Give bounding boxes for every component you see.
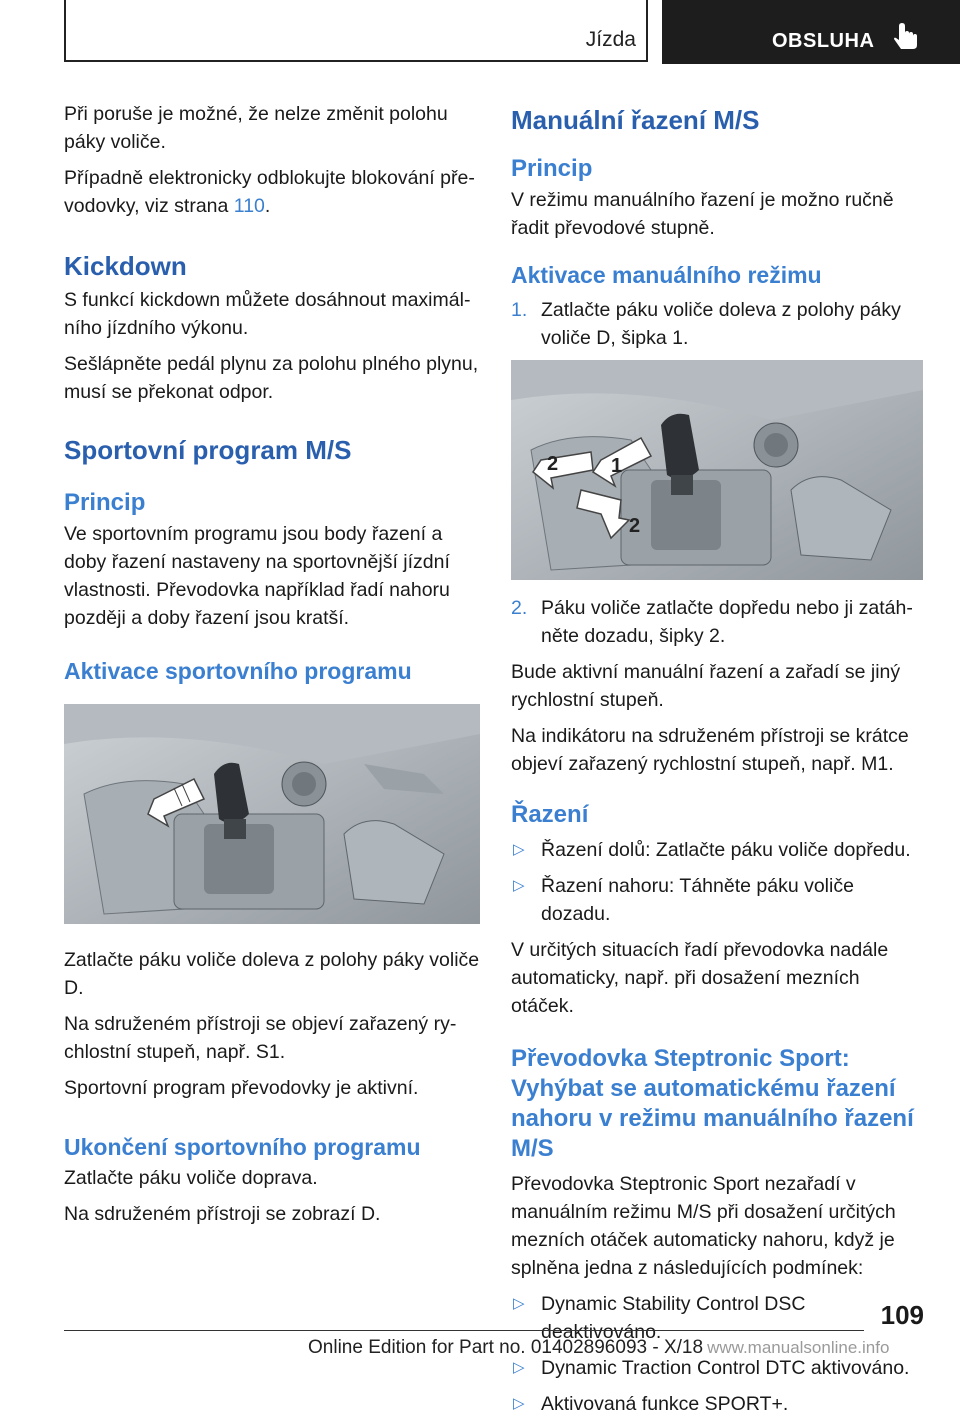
subheading-steptronic: Převodovka Steptronic Sport: Vyhýbat se automatickému řazení nahoru v režimu manuálního řazení M/S (511, 1045, 914, 1162)
subheading-end-sport: Ukončení sportovního programu (64, 1134, 421, 1160)
paragraph: Převodovka Steptronic Sport nezařadí v manuálním režimu M/S při dosažení určitých mezních otáček automaticky nahoru, když je splněna jedna z následujících podmínek: (511, 1173, 896, 1279)
paragraph: Sportovní program převodovky je aktivní. (64, 1077, 419, 1099)
heading-manual-shift: Manuální řazení M/S (511, 105, 760, 135)
heading-sport-program: Sportovní program M/S (64, 435, 352, 465)
gear-lever-arrows-illustration (511, 360, 923, 580)
paragraph-text: . (264, 195, 271, 217)
paragraph-with-link (64, 164, 480, 220)
edition-text: Online Edition for Part no. 01402896093 - X/18 (308, 1337, 704, 1358)
subheading-shift: Řazení (511, 801, 589, 828)
shift-list (511, 836, 927, 928)
figure-manual-shift-lever (511, 360, 927, 580)
paragraph: V režimu manuálního řazení je možno ručně řadit převodové stupně. (511, 189, 894, 239)
steps-list (511, 296, 927, 352)
footer-edition (308, 1337, 889, 1359)
subheading-activate-sport: Aktivace sportovního programu (64, 658, 412, 684)
pointing-hand-icon (893, 22, 921, 52)
list-item (511, 594, 927, 650)
triangle-right-icon: ▷ (513, 1359, 525, 1376)
list-item-text: Dynamic Stability Control DSC deaktivováno. (541, 1293, 806, 1343)
header-section-box (64, 0, 648, 62)
arrow-label: 2 (629, 515, 641, 537)
header-chapter-tab (662, 0, 960, 64)
triangle-right-icon: ▷ (513, 1395, 525, 1412)
step-text: Zatlačte páku voliče doleva z polohy páky voliče D, šipka 1. (541, 299, 901, 349)
header-chapter-label: OBSLUHA (772, 30, 875, 52)
paragraph: S funkcí kickdown můžete dosáhnout maximálního jízdního výkonu. (64, 289, 471, 339)
paragraph: Zatlačte páku voliče doprava. (64, 1167, 318, 1189)
subheading-princip: Princip (511, 155, 593, 182)
list-item-text: Aktivovaná funkce SPORT+. (541, 1393, 789, 1415)
left-column (64, 100, 480, 1236)
arrow-label: 2 (547, 453, 559, 475)
header-section-title: Jízda (585, 28, 636, 51)
list-item (511, 836, 927, 864)
paragraph: Bude aktivní manuální řazení a zařadí se jiný rychlostní stupeň. (511, 661, 901, 711)
paragraph: Ve sportovním programu jsou body řazení a doby řazení nastaveny na sportovnější jízdní vlastnosti. Převodovka například řadí nahoru později a doby řazení jsou kratší. (64, 523, 450, 629)
paragraph: Na sdruženém přístroji se zobrazí D. (64, 1203, 381, 1225)
paragraph: Sešlápněte pedál plynu za polohu plného plynu, musí se překonat odpor. (64, 353, 479, 403)
footer-divider (64, 1330, 864, 1331)
steps-list (511, 594, 927, 650)
step-number: 2. (511, 597, 528, 619)
triangle-right-icon: ▷ (513, 1295, 525, 1312)
arrow-label: 1 (611, 455, 623, 477)
paragraph: Při poruše je možné, že nelze změnit polohu páky voliče. (64, 103, 448, 153)
paragraph: Na sdruženém přístroji se objeví zařazený rychlostní stupeň, např. S1. (64, 1013, 457, 1063)
right-column (511, 100, 927, 1426)
list-item-text: Řazení nahoru: Táhněte páku voliče dozadu. (541, 875, 854, 925)
list-item (511, 296, 927, 352)
watermark-text: www.manualsonline.info (707, 1338, 890, 1357)
triangle-right-icon: ▷ (513, 877, 525, 894)
paragraph: V určitých situacích řadí převodovka nadále automaticky, např. při dosažení mezních otáček. (511, 939, 889, 1017)
step-text: Páku voliče zatlačte dopředu nebo ji zatáhněte dozadu, šipky 2. (541, 597, 913, 647)
paragraph: Na indikátoru na sdruženém přístroji se krátce objeví zařazený rychlostní stupeň, např. M1. (511, 725, 909, 775)
page-number: 109 (880, 1300, 924, 1330)
triangle-right-icon: ▷ (513, 841, 525, 858)
heading-kickdown: Kickdown (64, 251, 187, 281)
list-item-text: Dynamic Traction Control DTC aktivováno. (541, 1357, 910, 1379)
figure-sport-shift-lever (64, 704, 480, 924)
step-number: 1. (511, 299, 528, 321)
subheading-princip: Princip (64, 489, 146, 516)
subheading-activate-manual: Aktivace manuálního režimu (511, 262, 822, 288)
list-item (511, 1390, 927, 1418)
page-reference-link[interactable]: 110 (233, 195, 265, 217)
list-item (511, 872, 927, 928)
paragraph: Zatlačte páku voliče doleva z polohy páky voliče D. (64, 949, 480, 999)
list-item-text: Řazení dolů: Zatlačte páku voliče dopředu. (541, 839, 911, 861)
gear-lever-illustration (64, 704, 480, 924)
paragraph-text: Případně elektronicky odblokujte blokování převodovky, viz strana (64, 167, 475, 217)
